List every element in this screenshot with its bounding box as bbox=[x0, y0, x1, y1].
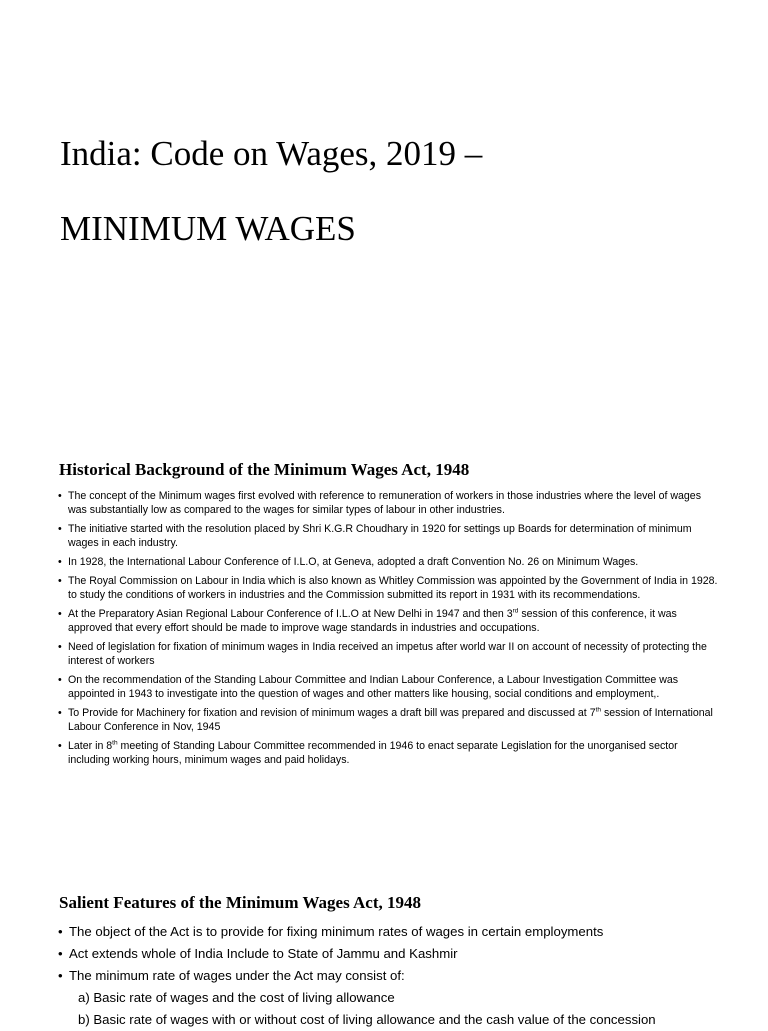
list-item-text: In 1928, the International Labour Conference of I.L.O, at Geneva, adopted a draft Convention No. 26 on Minimum Wages. bbox=[68, 556, 639, 568]
list-item bbox=[58, 943, 748, 965]
list-item-text: The Royal Commission on Labour in India which is also known as Whitley Commission was appointed by the Government of India in 1928. to study the conditions of workers in industries and the Commission submitted its report in 1931 with its recommendations. bbox=[68, 575, 718, 601]
bullet-icon: • bbox=[58, 641, 62, 653]
list-item-text: The concept of the Minimum wages first evolved with reference to remuneration of workers in those industries where the level of wages was substantially low as compared to the wages for similar types of labour in other industries. bbox=[68, 490, 701, 516]
list-item-text: The initiative started with the resolution placed by Shri K.G.R Choudhary in 1920 for settings up Boards for determination of minimum wages in each industry. bbox=[68, 523, 692, 549]
ordinal-suffix: rd bbox=[512, 607, 519, 615]
list-item bbox=[58, 607, 718, 635]
sub-list-item bbox=[58, 1009, 748, 1031]
list-item bbox=[58, 555, 718, 569]
bullet-icon: • bbox=[58, 490, 62, 502]
sub-list-item-text: b) Basic rate of wages with or without cost of living allowance and the cash value of the concession bbox=[78, 1012, 656, 1027]
bullet-icon: • bbox=[58, 556, 62, 568]
list-item bbox=[58, 640, 718, 668]
list-item-text: Need of legislation for fixation of minimum wages in India received an impetus after world war II on account of necessity of protecting the interest of workers bbox=[68, 641, 707, 667]
salient-features-heading: Salient Features of the Minimum Wages Act, 1948 bbox=[59, 893, 422, 912]
list-item bbox=[58, 965, 748, 987]
list-item-text: The object of the Act is to provide for fixing minimum rates of wages in certain employments bbox=[69, 924, 604, 939]
bullet-icon: • bbox=[58, 707, 62, 719]
list-item bbox=[58, 739, 718, 767]
bullet-icon: • bbox=[58, 924, 63, 939]
list-item-text: The minimum rate of wages under the Act may consist of: bbox=[69, 968, 405, 983]
sub-list-item bbox=[58, 987, 748, 1009]
bullet-icon: • bbox=[58, 575, 62, 587]
list-item-text: On the recommendation of the Standing Labour Committee and Indian Labour Conference, a Labour Investigation Committee was appointed in 1943 to investigate into the question of wages and other matters like housing, social conditions and employment,. bbox=[68, 674, 679, 700]
list-item bbox=[58, 522, 718, 550]
list-item-text: session of International Labour Conference in Nov, 1945 bbox=[68, 707, 713, 733]
bullet-icon: • bbox=[58, 946, 63, 961]
list-item bbox=[58, 706, 718, 734]
bullet-icon: • bbox=[58, 674, 62, 686]
list-item-text: Later in 8 bbox=[68, 740, 113, 752]
list-item bbox=[58, 673, 718, 701]
bullet-icon: • bbox=[58, 740, 62, 752]
page-title: India: Code on Wages, 2019 – bbox=[60, 134, 483, 173]
list-item-text: To Provide for Machinery for fixation and revision of minimum wages a draft bill was prepared and discussed at 7 bbox=[68, 707, 596, 719]
list-item bbox=[58, 574, 718, 602]
historical-background-heading: Historical Background of the Minimum Wages Act, 1948 bbox=[59, 460, 470, 479]
historical-background-list bbox=[58, 489, 718, 772]
list-item-text: Act extends whole of India Include to State of Jammu and Kashmir bbox=[69, 946, 458, 961]
list-item-text: At the Preparatory Asian Regional Labour Conference of I.L.O at New Delhi in 1947 and then 3 bbox=[68, 608, 513, 620]
list-item bbox=[58, 921, 748, 943]
ordinal-suffix: th bbox=[112, 739, 118, 747]
page-subtitle: MINIMUM WAGES bbox=[60, 209, 356, 248]
list-item-text: meeting of Standing Labour Committee recommended in 1946 to enact separate Legislation for the unorganised sector including working hours, minimum wages and paid holidays. bbox=[68, 740, 678, 766]
list-item-text: session of this conference, it was approved that every effort should be made to improve wage standards in industries and occupations. bbox=[68, 608, 677, 634]
ordinal-suffix: th bbox=[595, 706, 602, 714]
bullet-icon: • bbox=[58, 968, 63, 983]
list-item bbox=[58, 489, 718, 517]
sub-list-item-text: a) Basic rate of wages and the cost of living allowance bbox=[78, 990, 395, 1005]
salient-features-list bbox=[58, 921, 748, 1031]
bullet-icon: • bbox=[58, 523, 62, 535]
bullet-icon: • bbox=[58, 608, 62, 620]
